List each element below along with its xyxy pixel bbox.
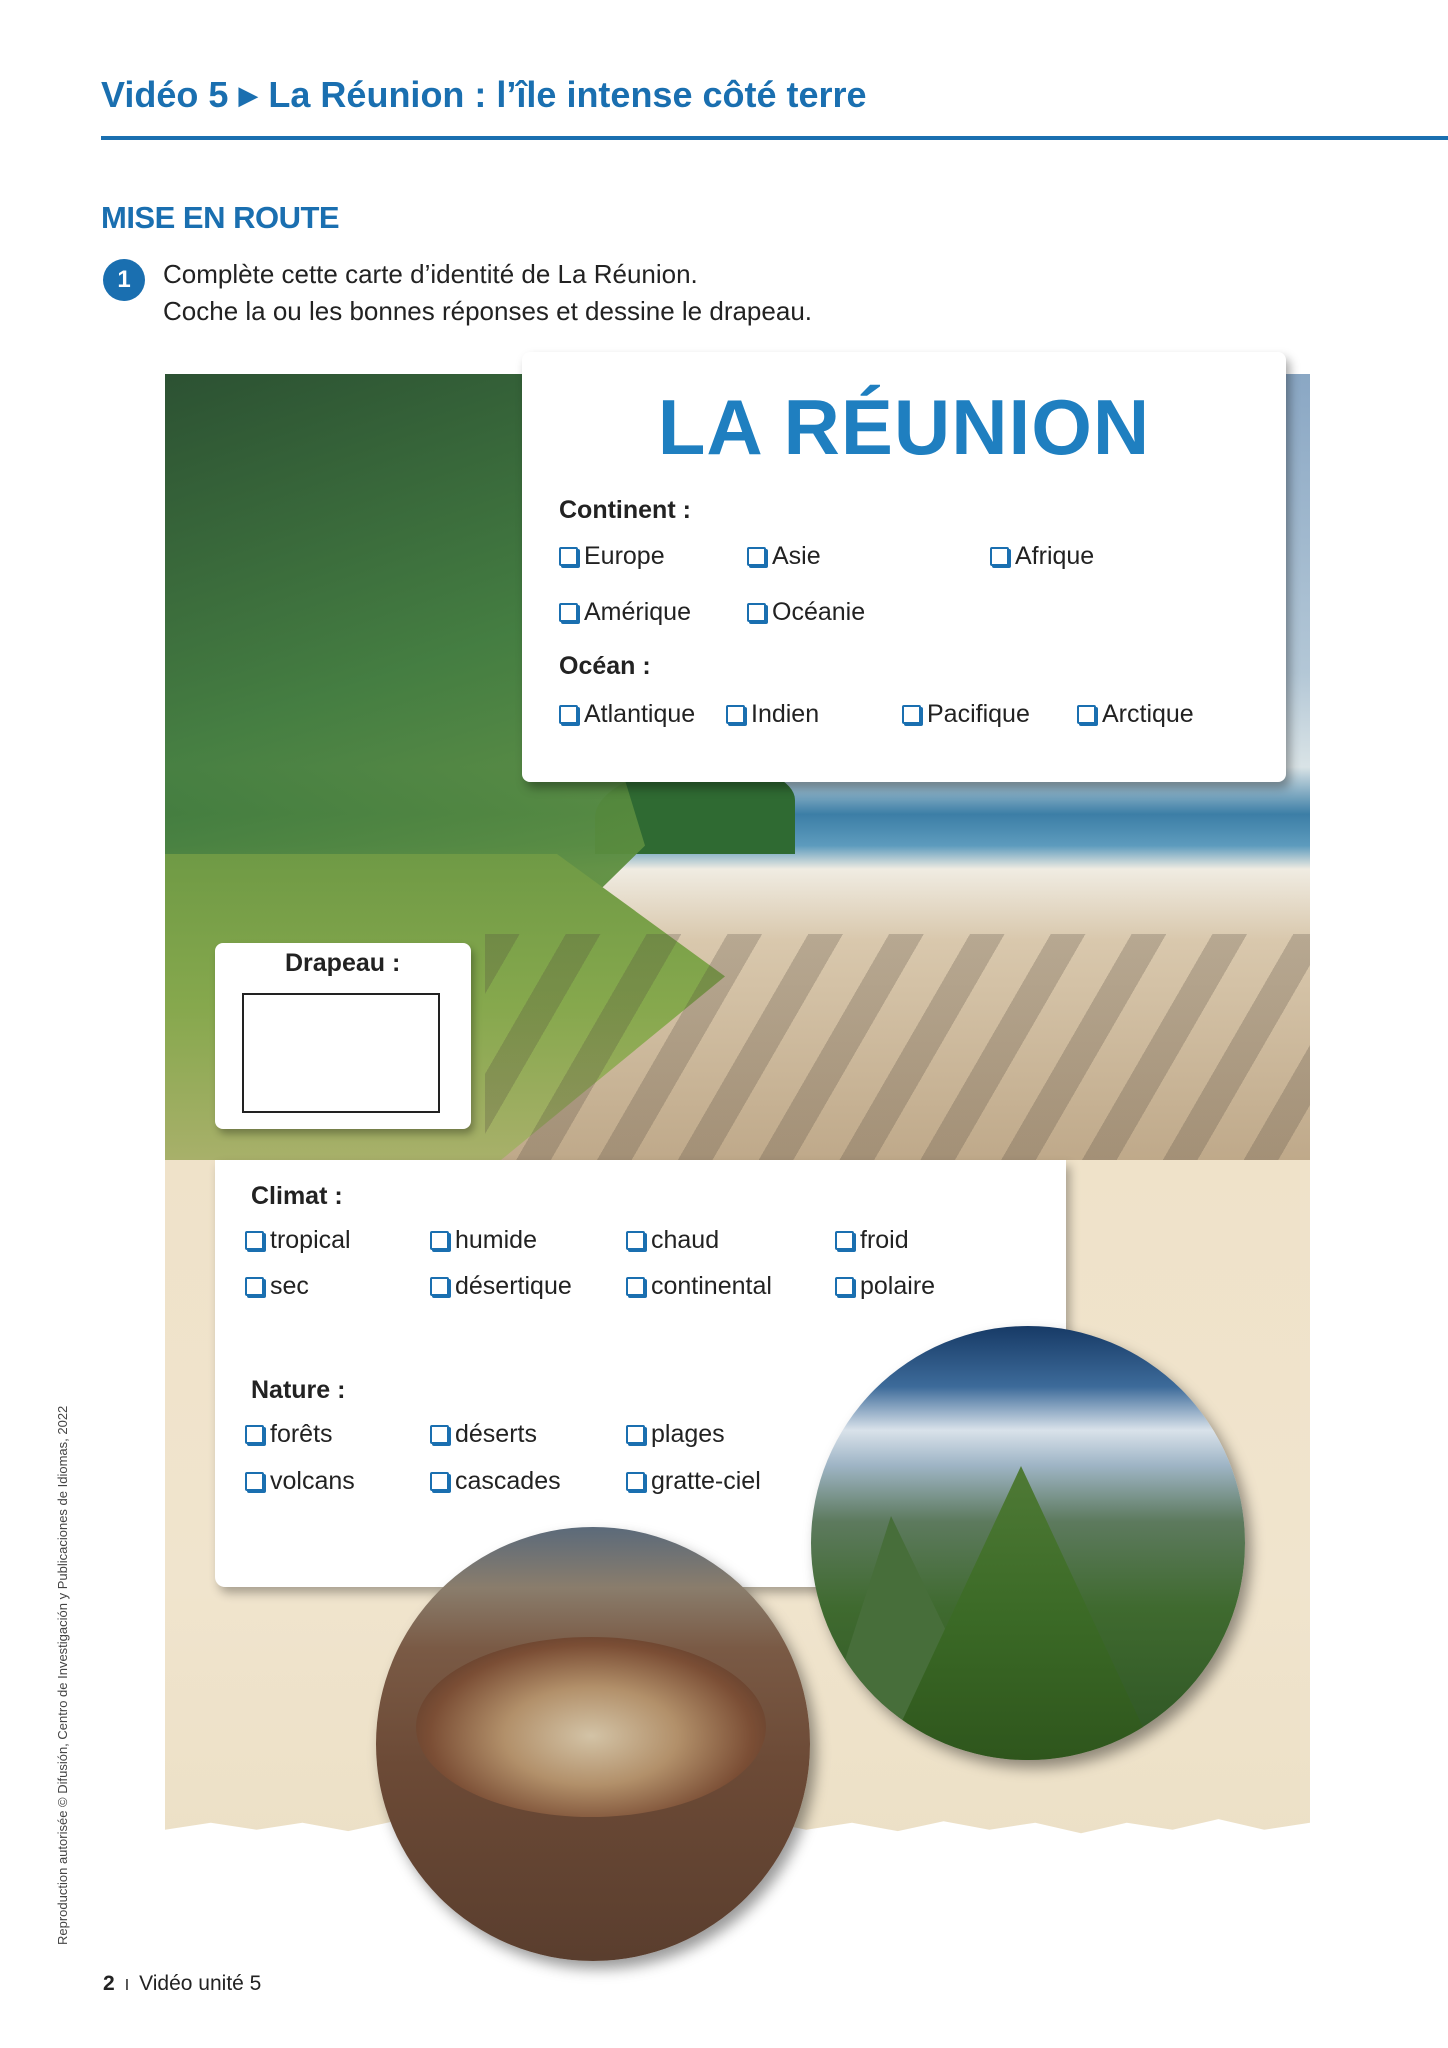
checkbox-icon[interactable] — [430, 1231, 449, 1250]
copyright-notice: Reproduction autorisée © Difusión, Centro de Investigación y Publicaciones de Idiomas, 2022 — [55, 1405, 70, 1945]
checkbox-icon[interactable] — [626, 1425, 645, 1444]
flag-label: Drapeau : — [285, 949, 401, 977]
continent-label: Continent : — [559, 496, 691, 524]
nature-label: Nature : — [251, 1376, 346, 1404]
option-tropical[interactable]: tropical — [245, 1226, 351, 1255]
option-continental[interactable]: continental — [626, 1272, 772, 1301]
volcano-crater-photo — [376, 1527, 810, 1961]
option-pacifique[interactable]: Pacifique — [902, 700, 1030, 729]
checkbox-icon[interactable] — [559, 547, 578, 566]
option-cascades[interactable]: cascades — [430, 1467, 561, 1496]
option-froid[interactable]: froid — [835, 1226, 909, 1255]
flag-drawing-area[interactable] — [242, 993, 440, 1113]
option-afrique[interactable]: Afrique — [990, 542, 1094, 571]
checkbox-icon[interactable] — [430, 1472, 449, 1491]
instruction-line-1: Complète cette carte d’identité de La Réunion. — [163, 259, 698, 289]
option-chaud[interactable]: chaud — [626, 1226, 719, 1255]
checkbox-icon[interactable] — [559, 705, 578, 724]
checkbox-icon[interactable] — [726, 705, 745, 724]
option-desertique[interactable]: désertique — [430, 1272, 572, 1301]
header-divider — [101, 136, 1448, 140]
checkbox-icon[interactable] — [559, 603, 578, 622]
checkbox-icon[interactable] — [626, 1472, 645, 1491]
checkbox-icon[interactable] — [430, 1425, 449, 1444]
checkbox-icon[interactable] — [902, 705, 921, 724]
page-number: 2 — [103, 1972, 115, 1995]
instruction-line-2: Coche la ou les bonnes réponses et dessine le drapeau. — [163, 296, 812, 326]
checkbox-icon[interactable] — [245, 1472, 264, 1491]
page-header — [101, 74, 867, 116]
flag-panel — [215, 943, 471, 1129]
option-polaire[interactable]: polaire — [835, 1272, 935, 1301]
option-sec[interactable]: sec — [245, 1272, 309, 1301]
option-gratte-ciel[interactable]: gratte-ciel — [626, 1467, 761, 1496]
mountains-photo — [811, 1326, 1245, 1760]
ocean-label: Océan : — [559, 652, 651, 680]
exercise-number-badge: 1 — [103, 259, 145, 301]
checkbox-icon[interactable] — [430, 1277, 449, 1296]
option-oceanie[interactable]: Océanie — [747, 598, 865, 627]
option-plages[interactable]: plages — [626, 1420, 725, 1449]
footer-separator: I — [124, 1977, 130, 1994]
climate-label: Climat : — [251, 1182, 343, 1210]
checkbox-icon[interactable] — [245, 1425, 264, 1444]
option-volcans[interactable]: volcans — [245, 1467, 355, 1496]
checkbox-icon[interactable] — [747, 603, 766, 622]
checkbox-icon[interactable] — [990, 547, 1009, 566]
option-forets[interactable]: forêts — [245, 1420, 333, 1449]
play-arrow-icon: ▶ — [238, 80, 259, 110]
video-number: Vidéo 5 — [101, 74, 229, 115]
option-humide[interactable]: humide — [430, 1226, 537, 1255]
section-title: MISE EN ROUTE — [101, 200, 340, 235]
checkbox-icon[interactable] — [747, 547, 766, 566]
header-title-text: La Réunion : l’île intense côté terre — [268, 74, 867, 115]
palm-shadows — [485, 934, 1310, 1160]
option-europe[interactable]: Europe — [559, 542, 665, 571]
crater-shape — [416, 1637, 766, 1817]
option-indien[interactable]: Indien — [726, 700, 819, 729]
option-arctique[interactable]: Arctique — [1077, 700, 1194, 729]
page-footer — [103, 1972, 261, 1996]
footer-label: Vidéo unité 5 — [139, 1972, 262, 1995]
option-amerique[interactable]: Amérique — [559, 598, 691, 627]
option-deserts[interactable]: déserts — [430, 1420, 537, 1449]
checkbox-icon[interactable] — [835, 1277, 854, 1296]
checkbox-icon[interactable] — [835, 1231, 854, 1250]
checkbox-icon[interactable] — [245, 1231, 264, 1250]
checkbox-icon[interactable] — [626, 1231, 645, 1250]
checkbox-icon[interactable] — [626, 1277, 645, 1296]
card-title: LA RÉUNION — [657, 383, 1151, 471]
option-atlantique[interactable]: Atlantique — [559, 700, 695, 729]
option-asie[interactable]: Asie — [747, 542, 821, 571]
identity-card — [522, 352, 1286, 782]
checkbox-icon[interactable] — [1077, 705, 1096, 724]
checkbox-icon[interactable] — [245, 1277, 264, 1296]
